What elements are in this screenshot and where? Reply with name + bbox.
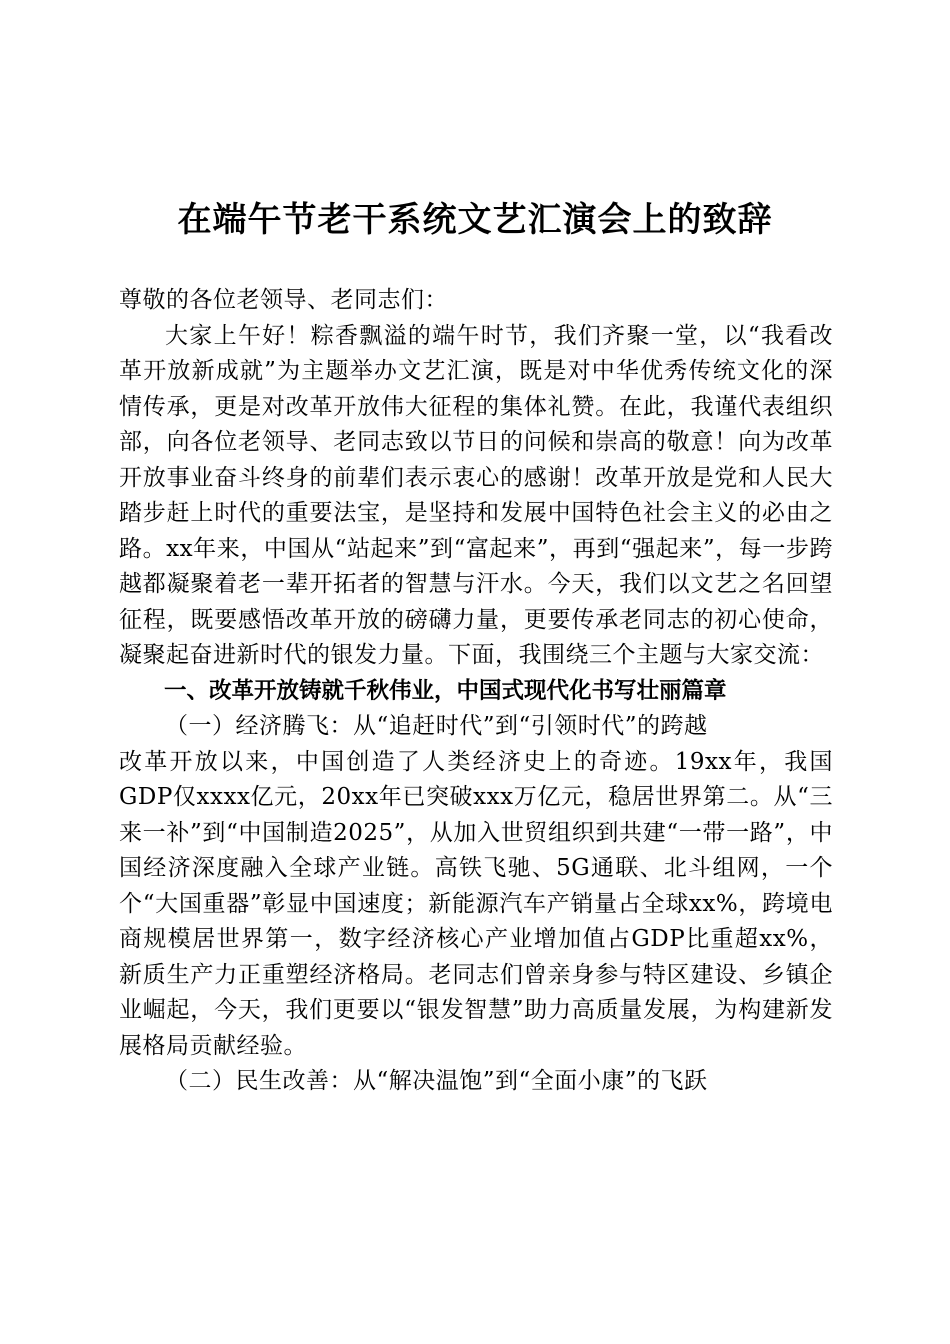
salutation: 尊敬的各位老领导、老同志们：: [119, 287, 448, 313]
subsection-1-heading: （一）经济腾飞：从“追赶时代”到“引领时代”的跨越: [165, 713, 708, 739]
subsection-1-paragraph: 改革开放以来，中国创造了人类经济史上的奇迹。19xx年，我国GDP仅xxxx亿元，20xx年已突破xxx万亿元，稳居世界第二。从“三来一补”到“中国制造2025”，从加入世贸组织到共建“一带一路”，中国经济深度融入全球产业链。高铁飞驰、5G通联、北斗组网，一个个“大国重器”彰显中国速度；新能源汽车产销量占全球xx%，跨境电商规模居世界第一，数字经济核心产业增加值占GDP比重超xx%，新质生产力正重塑经济格局。老同志们曾亲身参与特区建设、乡镇企业崛起，今天，我们更要以“银发智慧”助力高质量发展，为构建新发展格局贡献经验。: [119, 748, 833, 1059]
document-body: [119, 283, 833, 1100]
section-1-heading: 一、改革开放铸就千秋伟业，中国式现代化书写壮丽篇章: [164, 677, 727, 704]
intro-paragraph: 大家上午好！粽香飘溢的端午时节，我们齐聚一堂，以“我看改革开放新成就”为主题举办文艺汇演，既是对中华优秀传统文化的深情传承，更是对改革开放伟大征程的集体礼赞。在此，我谨代表组织部，向各位老领导、老同志致以节日的问候和崇高的敬意！向为改革开放事业奋斗终身的前辈们表示衷心的感谢！改革开放是党和人民大踏步赶上时代的重要法宝，是坚持和发展中国特色社会主义的必由之路。xx年来，中国从“站起来”到“富起来”，再到“强起来”，每一步跨越都凝聚着老一辈开拓者的智慧与汗水。今天，我们以文艺之名回望征程，既要感悟改革开放的磅礴力量，更要传承老同志的初心使命，凝聚起奋进新时代的银发力量。下面，我围绕三个主题与大家交流：: [119, 322, 833, 668]
subsection-2-heading: （二）民生改善：从“解决温饱”到“全面小康”的飞跃: [165, 1068, 708, 1094]
document-title: 在端午节老干系统文艺汇演会上的致辞: [177, 200, 773, 240]
